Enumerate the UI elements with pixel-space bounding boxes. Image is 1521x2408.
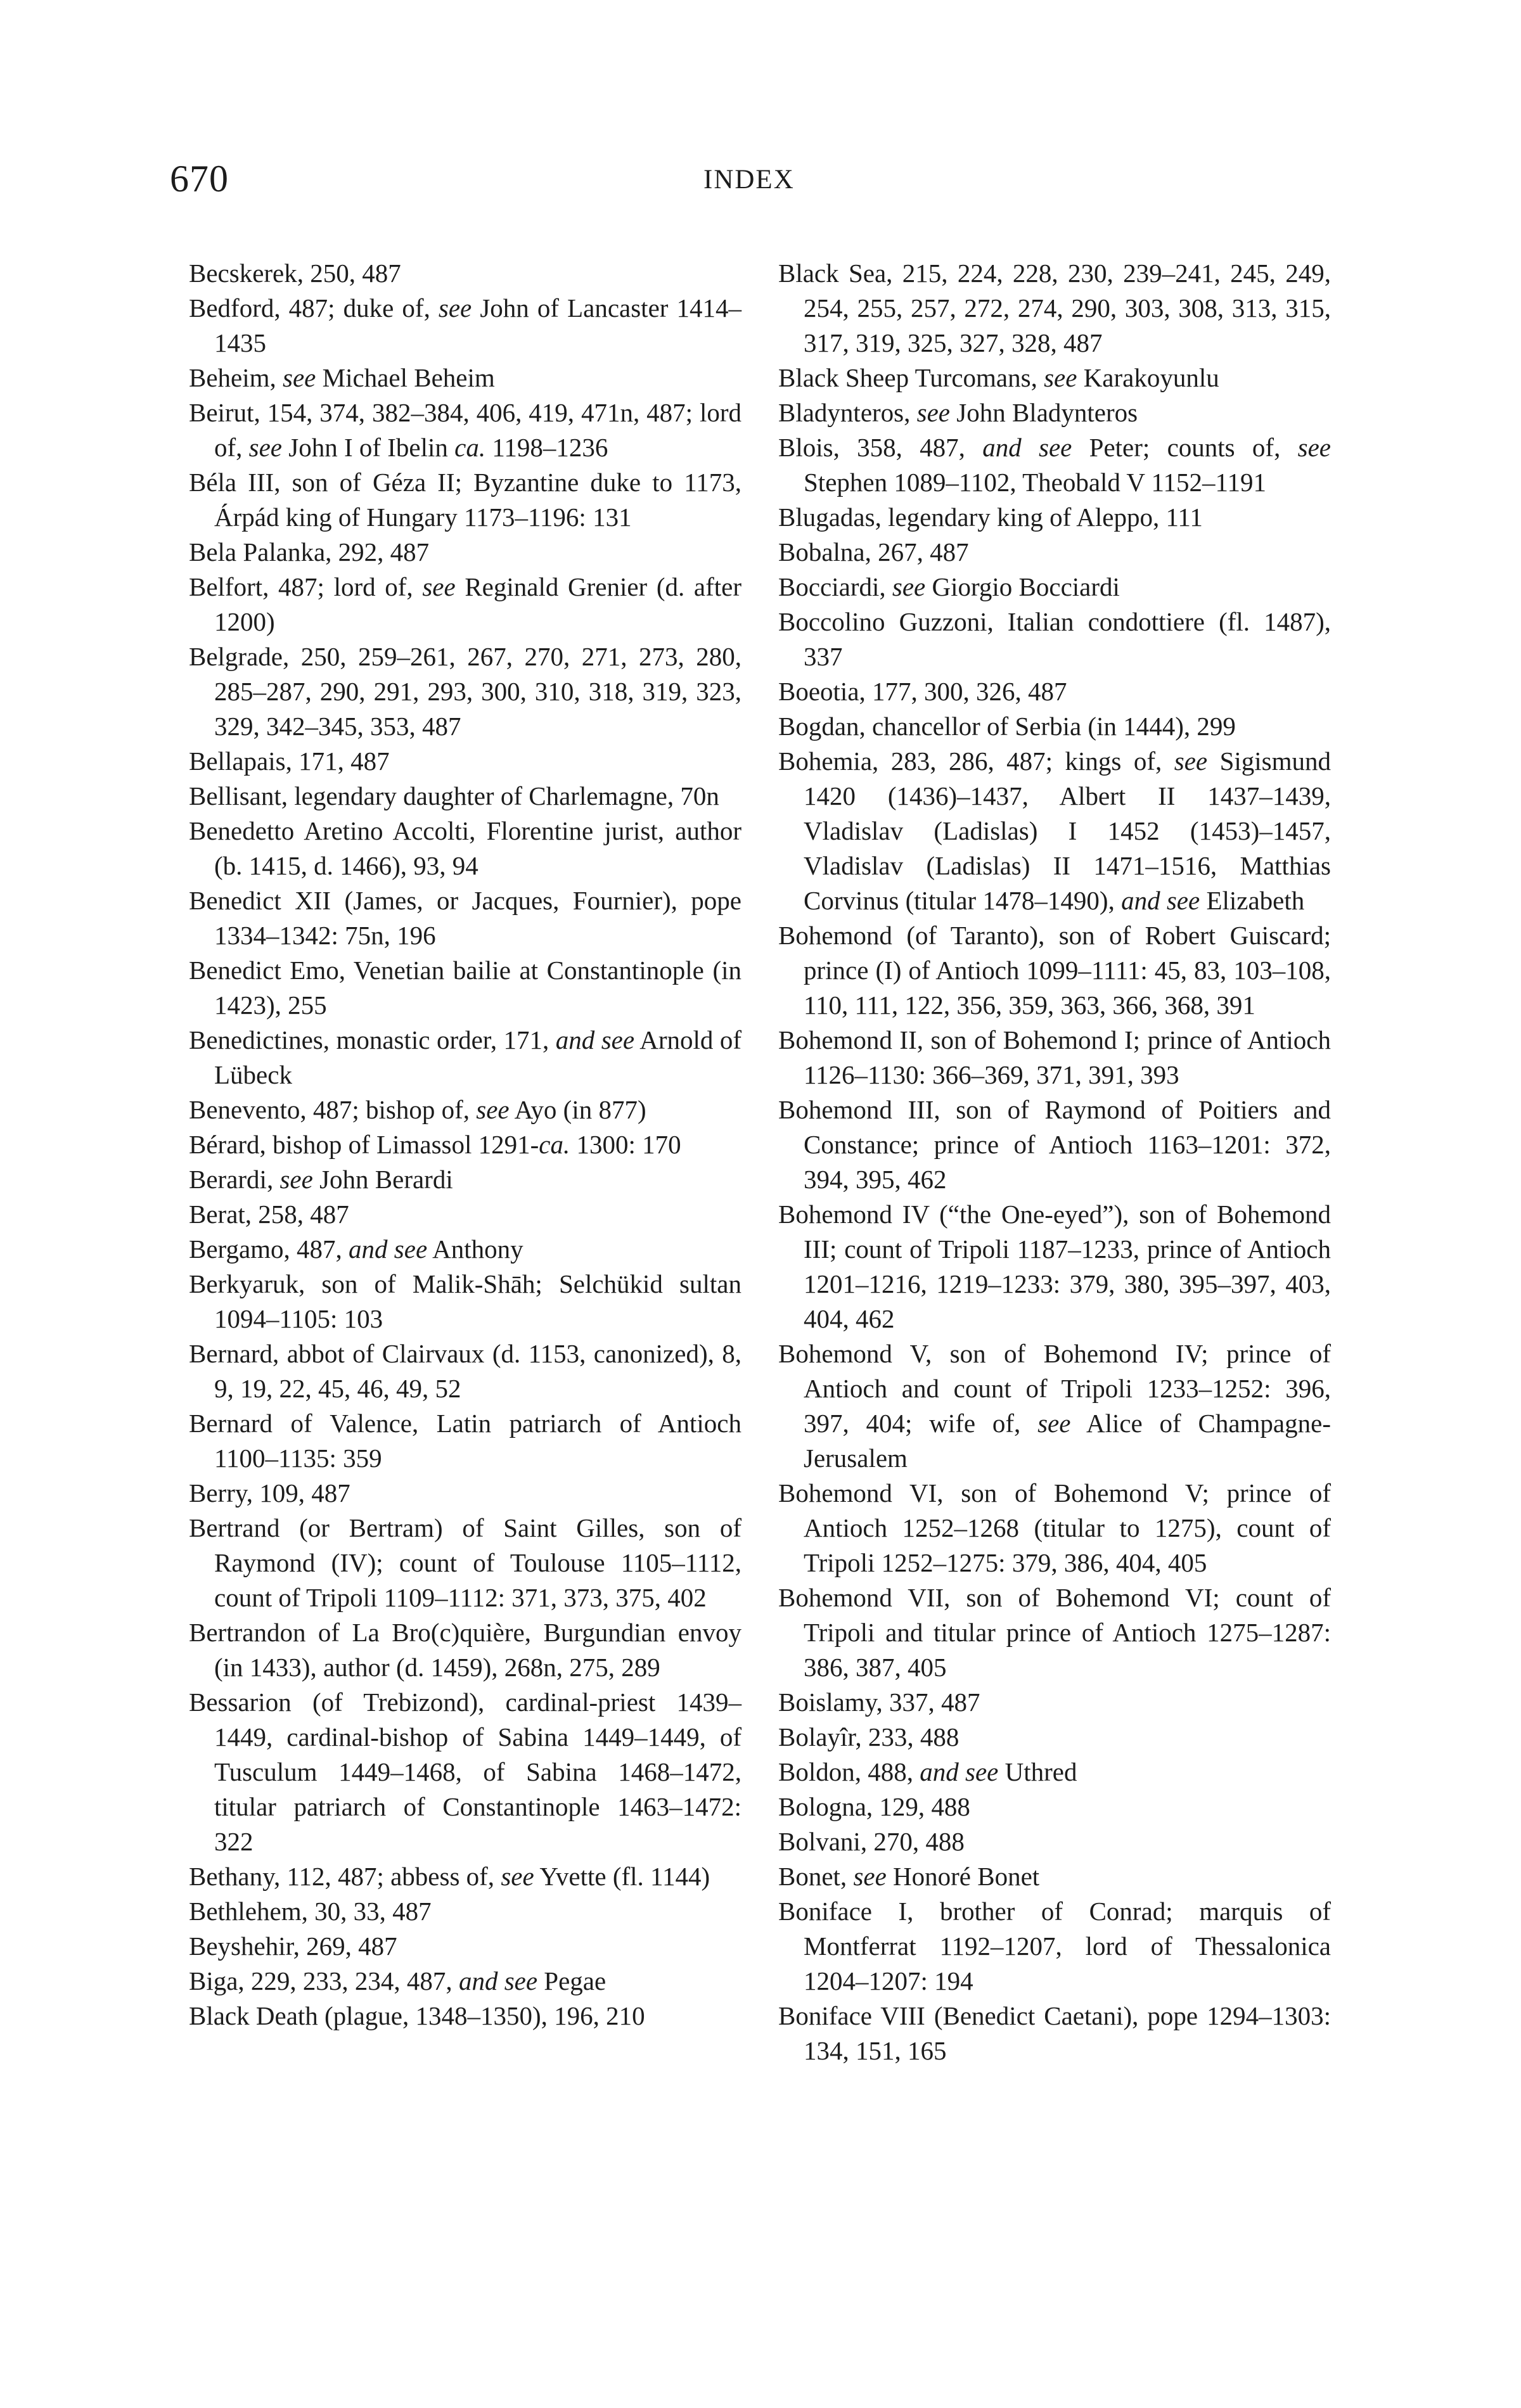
entry-text: John Berardi <box>312 1165 453 1194</box>
entry-text: Bohemond (of Taranto), son of Robert Guiscard; prince (I) of Antioch 1099–1111: 45, 83, 103–108, 110, 111, 122, 356, 359, 363, 366, 368, 391 <box>778 921 1331 1020</box>
running-head: INDEX <box>703 165 795 195</box>
entry-text: Belgrade, 250, 259–261, 267, 270, 271, 273, 280, 285–287, 290, 291, 293, 300, 310, 318, 319, 323, 329, 342–345, 353, 487 <box>189 642 741 741</box>
entry-text: 1198–1236 <box>485 433 608 462</box>
index-entry <box>189 1127 741 1162</box>
index-entry <box>189 1336 741 1406</box>
index-entry <box>778 1685 1331 1720</box>
entry-text: John of Lancaster 1414–1435 <box>214 293 741 357</box>
cross-reference-keyword: ca. <box>539 1130 570 1159</box>
entry-text: John I of Ibelin <box>282 433 455 462</box>
index-entry <box>778 535 1331 570</box>
entry-text: Karakoyunlu <box>1077 363 1219 392</box>
index-column-right <box>778 256 1331 2068</box>
index-entry <box>778 674 1331 709</box>
cross-reference-keyword: and see <box>982 433 1072 462</box>
index-entry <box>189 883 741 953</box>
index-entry <box>778 1999 1331 2068</box>
entry-text: Béla III, son of Géza II; Byzantine duke to 1173, Árpád king of Hungary 1173–1196: 131 <box>189 468 741 532</box>
index-entry <box>189 395 741 465</box>
entry-text: Reginald Grenier (d. after 1200) <box>214 572 741 636</box>
entry-text: Bergamo, 487, <box>189 1234 349 1264</box>
index-entry <box>778 361 1331 395</box>
entry-text: Stephen 1089–1102, Theobald V 1152–1191 <box>804 468 1266 497</box>
index-entry <box>189 1894 741 1929</box>
entry-text: Elizabeth <box>1200 886 1305 915</box>
entry-text: Bellisant, legendary daughter of Charlemagne, 70n <box>189 781 719 810</box>
entry-text: Benedict Emo, Venetian bailie at Constantinople (in 1423), 255 <box>189 956 741 1020</box>
entry-text: Bogdan, chancellor of Serbia (in 1444), 299 <box>778 712 1236 741</box>
entry-text: Sigismund 1420 (1436)–1437, Albert II 1437–1439, Vladislav (Ladislas) I 1452 (1453)–1457, Vladislav (Ladislas) II 1471–1516, Matthias Corvinus (titular 1478–1490), <box>804 746 1331 915</box>
cross-reference-keyword: see <box>476 1095 510 1124</box>
index-entry <box>778 1790 1331 1824</box>
index-entry <box>778 395 1331 430</box>
cross-reference-keyword: see <box>892 572 926 601</box>
entry-text: Boccolino Guzzoni, Italian condottiere (fl. 1487), 337 <box>778 607 1331 671</box>
entry-text: Bohemond V, son of Bohemond IV; prince of Antioch and count of Tripoli 1233–1252: 396, 397, 404; wife of, <box>778 1339 1331 1438</box>
cross-reference-keyword: and see <box>1121 886 1200 915</box>
entry-text: Bohemond III, son of Raymond of Poitiers and Constance; prince of Antioch 1163–1201: 372, 394, 395, 462 <box>778 1095 1331 1194</box>
index-entry <box>778 1720 1331 1755</box>
cross-reference-keyword: see <box>1174 746 1208 776</box>
cross-reference-keyword: and see <box>458 1966 538 1995</box>
entry-text: Black Death (plague, 1348–1350), 196, 210 <box>189 2001 645 2030</box>
entry-text: Berat, 258, 487 <box>189 1200 349 1229</box>
cross-reference-keyword: and see <box>920 1757 999 1786</box>
cross-reference-keyword: see <box>916 398 950 427</box>
index-entry <box>189 535 741 570</box>
index-entry <box>189 1511 741 1615</box>
entry-text: Bellapais, 171, 487 <box>189 746 390 776</box>
entry-text: Bohemond VII, son of Bohemond VI; count of Tripoli and titular prince of Antioch 1275–1287: 386, 387, 405 <box>778 1583 1331 1682</box>
index-entry <box>778 256 1331 361</box>
entry-text: 1300: 170 <box>570 1130 681 1159</box>
entry-text: Pegae <box>537 1966 606 1995</box>
index-entry <box>778 918 1331 1023</box>
entry-text: Bérard, bishop of Limassol 1291- <box>189 1130 539 1159</box>
index-entry <box>189 1406 741 1476</box>
cross-reference-keyword: ca. <box>454 433 486 462</box>
index-entry <box>778 744 1331 918</box>
entry-text: Bethany, 112, 487; abbess of, <box>189 1862 501 1891</box>
index-entry <box>778 1023 1331 1092</box>
entry-text: Anthony <box>427 1234 523 1264</box>
page-number: 670 <box>170 158 229 200</box>
entry-text: Honoré Bonet <box>886 1862 1040 1891</box>
index-entry <box>189 465 741 535</box>
entry-text: Benedict XII (James, or Jacques, Fournier), pope 1334–1342: 75n, 196 <box>189 886 741 950</box>
cross-reference-keyword: see <box>1297 433 1331 462</box>
entry-text: Berardi, <box>189 1165 280 1194</box>
index-entry <box>189 256 741 291</box>
entry-text: Bedford, 487; duke of, <box>189 293 439 323</box>
entry-text: Bertrand (or Bertram) of Saint Gilles, son of Raymond (IV); count of Toulouse 1105–1112, count of Tripoli 1109–1112: 371, 373, 375, 402 <box>189 1513 741 1612</box>
index-entry <box>778 1580 1331 1685</box>
entry-text: Boniface I, brother of Conrad; marquis of Montferrat 1192–1207, lord of Thessalonica 1204–1207: 194 <box>778 1897 1331 1995</box>
index-entry <box>189 639 741 744</box>
entry-text: Ayo (in 877) <box>509 1095 646 1124</box>
index-entry <box>189 744 741 779</box>
index-entry <box>778 570 1331 605</box>
index-entry <box>189 1964 741 1999</box>
index-entry <box>778 1336 1331 1476</box>
index-entry <box>778 709 1331 744</box>
entry-text: Bologna, 129, 488 <box>778 1792 970 1821</box>
entry-text: Biga, 229, 233, 234, 487, <box>189 1966 459 1995</box>
cross-reference-keyword: see <box>438 293 472 323</box>
cross-reference-keyword: see <box>279 1165 313 1194</box>
index-entry <box>778 1859 1331 1894</box>
entry-text: Bohemond VI, son of Bohemond V; prince of Antioch 1252–1268 (titular to 1275), count of Tripoli 1252–1275: 379, 386, 404, 405 <box>778 1478 1331 1577</box>
cross-reference-keyword: see <box>1037 1409 1071 1438</box>
index-entry <box>189 1859 741 1894</box>
index-entry <box>189 570 741 639</box>
index-entry <box>778 1824 1331 1859</box>
entry-text: Beirut, 154, 374, 382–384, 406, 419, 471n, 487; lord of, <box>189 398 741 462</box>
index-entry <box>189 1267 741 1336</box>
entry-text: Giorgio Bocciardi <box>925 572 1120 601</box>
index-entry <box>189 953 741 1023</box>
entry-text: Bela Palanka, 292, 487 <box>189 537 430 567</box>
index-entry <box>778 1197 1331 1336</box>
entry-text: Bethlehem, 30, 33, 487 <box>189 1897 432 1926</box>
entry-text: Berry, 109, 487 <box>189 1478 350 1508</box>
entry-text: Beyshehir, 269, 487 <box>189 1931 397 1961</box>
cross-reference-keyword: and see <box>349 1234 428 1264</box>
entry-text: John Bladynteros <box>950 398 1138 427</box>
entry-text: Belfort, 487; lord of, <box>189 572 423 601</box>
entry-text: Bernard, abbot of Clairvaux (d. 1153, canonized), 8, 9, 19, 22, 45, 46, 49, 52 <box>189 1339 741 1403</box>
entry-text: Boislamy, 337, 487 <box>778 1688 980 1717</box>
index-entry <box>189 1476 741 1511</box>
index-entry <box>778 500 1331 535</box>
index-entry <box>189 1999 741 2033</box>
index-entry <box>778 1755 1331 1790</box>
cross-reference-keyword: see <box>422 572 456 601</box>
entry-text: Bessarion (of Trebizond), cardinal-priest 1439–1449, cardinal-bishop of Sabina 1449–1449, of Tusculum 1449–1468, of Sabina 1468–1472, titular patriarch of Constantinople 1463–1472: 322 <box>189 1688 741 1856</box>
entry-text: Boniface VIII (Benedict Caetani), pope 1294–1303: 134, 151, 165 <box>778 2001 1331 2065</box>
cross-reference-keyword: see <box>283 363 316 392</box>
entry-text: Bobalna, 267, 487 <box>778 537 969 567</box>
entry-text: Bladynteros, <box>778 398 917 427</box>
entry-text: Bohemia, 283, 286, 487; kings of, <box>778 746 1174 776</box>
index-entry <box>189 361 741 395</box>
entry-text: Bertrandon of La Bro(c)quière, Burgundian envoy (in 1433), author (d. 1459), 268n, 275, 289 <box>189 1618 741 1682</box>
entry-text: Bolayîr, 233, 488 <box>778 1722 959 1752</box>
entry-text: Boldon, 488, <box>778 1757 920 1786</box>
entry-text: Bernard of Valence, Latin patriarch of Antioch 1100–1135: 359 <box>189 1409 741 1473</box>
entry-text: Bohemond IV (“the One-eyed”), son of Bohemond III; count of Tripoli 1187–1233, prince of Antioch 1201–1216, 1219–1233: 379, 380, 395–397, 403, 404, 462 <box>778 1200 1331 1333</box>
entry-text: Beheim, <box>189 363 283 392</box>
entry-text: Boeotia, 177, 300, 326, 487 <box>778 677 1067 706</box>
entry-text: Peter; counts of, <box>1072 433 1298 462</box>
entry-text: Berkyaruk, son of Malik-Shāh; Selchükid sultan 1094–1105: 103 <box>189 1269 741 1333</box>
entry-text: Black Sheep Turcomans, <box>778 363 1044 392</box>
entry-text: Becskerek, 250, 487 <box>189 259 401 288</box>
index-entry <box>189 1232 741 1267</box>
entry-text: Arnold of Lübeck <box>214 1025 742 1089</box>
cross-reference-keyword: and see <box>555 1025 635 1054</box>
index-entry <box>778 1092 1331 1197</box>
index-entry <box>189 1615 741 1685</box>
entry-text: Uthred <box>998 1757 1077 1786</box>
index-entry <box>189 1092 741 1127</box>
cross-reference-keyword: see <box>501 1862 534 1891</box>
entry-text: Alice of Champagne-Jerusalem <box>804 1409 1331 1473</box>
entry-text: Bocciardi, <box>778 572 892 601</box>
index-entry <box>189 291 741 361</box>
entry-text: Benedictines, monastic order, 171, <box>189 1025 556 1054</box>
index-entry <box>778 430 1331 500</box>
entry-text: Bolvani, 270, 488 <box>778 1827 965 1856</box>
index-entry <box>189 1023 741 1092</box>
index-entry <box>189 1197 741 1232</box>
entry-text: Bohemond II, son of Bohemond I; prince of Antioch 1126–1130: 366–369, 371, 391, 393 <box>778 1025 1331 1089</box>
entry-text: Bonet, <box>778 1862 854 1891</box>
entry-text: Blois, 358, 487, <box>778 433 983 462</box>
entry-text: Yvette (fl. 1144) <box>534 1862 710 1891</box>
index-entry <box>778 1894 1331 1999</box>
index-entry <box>189 1685 741 1859</box>
cross-reference-keyword: see <box>1044 363 1077 392</box>
entry-text: Benevento, 487; bishop of, <box>189 1095 477 1124</box>
index-entry <box>778 605 1331 674</box>
index-entry <box>189 1162 741 1197</box>
entry-text: Black Sea, 215, 224, 228, 230, 239–241, 245, 249, 254, 255, 257, 272, 274, 290, 303, 308, 313, 315, 317, 319, 325, 327, 328, 487 <box>778 259 1331 357</box>
index-entry <box>778 1476 1331 1580</box>
index-entry <box>189 779 741 814</box>
entry-text: Benedetto Aretino Accolti, Florentine jurist, author (b. 1415, d. 1466), 93, 94 <box>189 816 741 880</box>
cross-reference-keyword: see <box>248 433 283 462</box>
entry-text: Michael Beheim <box>316 363 495 392</box>
index-entry <box>189 1929 741 1964</box>
index-column-left <box>189 256 741 2033</box>
index-entry <box>189 814 741 883</box>
entry-text: Blugadas, legendary king of Aleppo, 111 <box>778 503 1203 532</box>
cross-reference-keyword: see <box>853 1862 887 1891</box>
